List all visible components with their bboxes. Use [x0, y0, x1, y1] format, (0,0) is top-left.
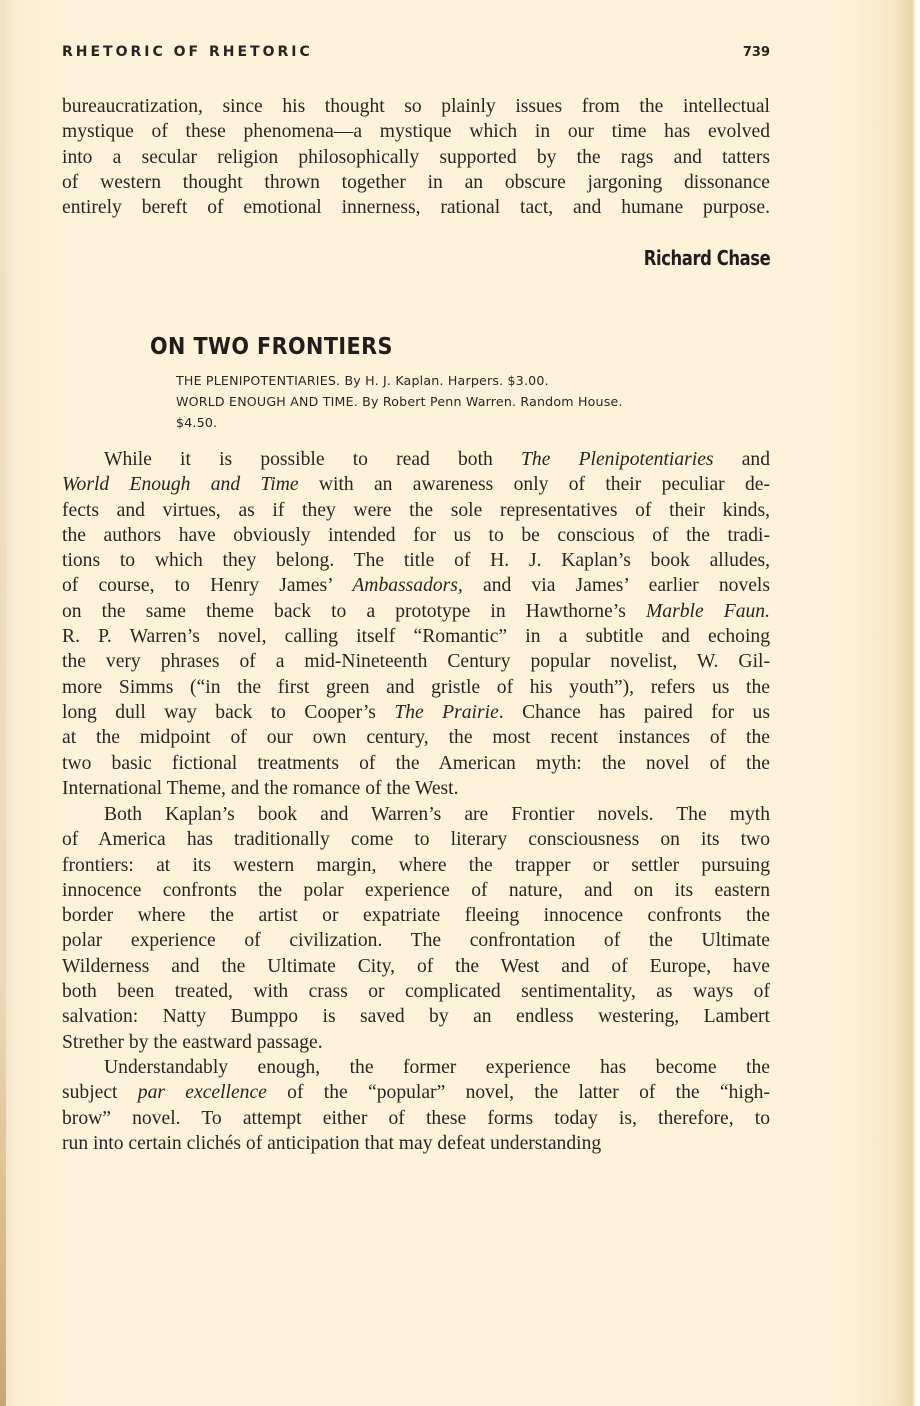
text-line: salvation: Natty Bumppo is saved by an endless westering, Lambert — [62, 1006, 770, 1028]
text-line: polar experience of civilization. The confrontation of the Ultimate — [62, 930, 770, 952]
text-line: at the midpoint of our own century, the most recent instances of the — [62, 727, 770, 749]
section-title: ON TWO FRONTIERS — [150, 334, 393, 360]
italic-title: Ambassadors, — [352, 575, 463, 597]
text-line: Strether by the eastward passage. — [62, 1031, 323, 1053]
text-line: of America has traditionally come to literary consciousness on its two — [62, 829, 770, 851]
text-line: on the same theme back to a prototype in Hawthorne’s Marble Faun. — [62, 600, 770, 622]
text-line: two basic fictional treatments of the American myth: the novel of the — [62, 752, 770, 774]
text-line: frontiers: at its western margin, where the trapper or settler pursuing — [62, 854, 770, 876]
text-line: tions to which they belong. The title of H. J. Kaplan’s book alludes, — [62, 550, 770, 572]
text-line: of course, to Henry James’ Ambassadors, and via James’ earlier novels — [62, 575, 771, 597]
text-line: While it is possible to read both The Plenipotentiaries and — [104, 449, 770, 470]
text-line: entirely bereft of emotional innerness, rational tact, and humane purpose. — [62, 197, 770, 219]
italic-title: World Enough and Time — [62, 474, 299, 496]
italic-title: The Prairie — [394, 701, 499, 723]
text-line: bureaucratization, since his thought so plainly issues from the intellectual — [62, 96, 770, 117]
text-line: International Theme, and the romance of the West. — [62, 777, 459, 799]
text-line: both been treated, with crass or complicated sentimentality, as ways of — [62, 981, 770, 1003]
book-citation: $4.50. — [176, 415, 218, 430]
text-line: brow” novel. To attempt either of these forms today is, therefore, to — [62, 1107, 770, 1129]
previous-review-ending — [62, 94, 770, 220]
text-line: R. P. Warren’s novel, calling itself “Romantic” in a subtitle and echoing — [62, 626, 770, 648]
text-line: Wilderness and the Ultimate City, of the West and of Europe, have — [62, 955, 770, 977]
italic-title: The Plenipotentiaries — [521, 449, 714, 470]
book-citation: WORLD ENOUGH AND TIME. By Robert Penn Warren. Random House. — [176, 394, 623, 409]
text-line: Understandably enough, the former experience has become the — [104, 1057, 770, 1078]
book-citation: THE PLENIPOTENTIARIES. By H. J. Kaplan. Harpers. $3.00. — [176, 373, 549, 388]
running-head — [62, 44, 770, 60]
text-line: mystique of these phenomena—a mystique which in our time has evolved — [62, 121, 770, 143]
paragraph-3 — [62, 1055, 770, 1156]
text-line: more Simms (“in the first green and gristle of his youth”), refers us the — [62, 676, 770, 698]
text-line: Both Kaplan’s book and Warren’s are Frontier novels. The myth — [104, 804, 770, 825]
text-line: border where the artist or expatriate fleeing innocence confronts the — [62, 905, 770, 927]
italic-title: Marble Faun. — [645, 600, 770, 622]
text-line: World Enough and Time with an awareness only of their peculiar de- — [62, 474, 770, 496]
text-line: subject par excellence of the “popular” novel, the latter of the “high- — [62, 1082, 770, 1104]
text-line: of western thought thrown together in an obscure jargoning dissonance — [62, 171, 770, 193]
paragraph-1 — [62, 447, 770, 801]
text-line: fects and virtues, as if they were the sole representatives of their kinds, — [62, 499, 770, 521]
paragraph-2 — [62, 802, 770, 1055]
text-line: innocence confronts the polar experience of nature, and on its eastern — [62, 879, 770, 901]
review-signature: Richard Chase — [643, 246, 770, 270]
text-line: long dull way back to Cooper’s The Prairie. Chance has paired for us — [62, 701, 770, 723]
books-under-review — [176, 370, 776, 433]
text-line: the authors have obviously intended for us to be conscious of the tradi- — [62, 524, 770, 546]
running-head-title: RHETORIC OF RHETORIC — [62, 44, 313, 60]
text-line: the very phrases of a mid-Nineteenth Century popular novelist, W. Gil- — [62, 651, 770, 673]
text-line: into a secular religion philosophically supported by the rags and tatters — [62, 146, 770, 168]
page-gutter-shadow — [0, 0, 6, 1406]
page-number: 739 — [742, 45, 770, 60]
text-line: run into certain clichés of anticipation that may defeat understanding — [62, 1132, 602, 1154]
italic-title: par excellence — [137, 1082, 267, 1104]
